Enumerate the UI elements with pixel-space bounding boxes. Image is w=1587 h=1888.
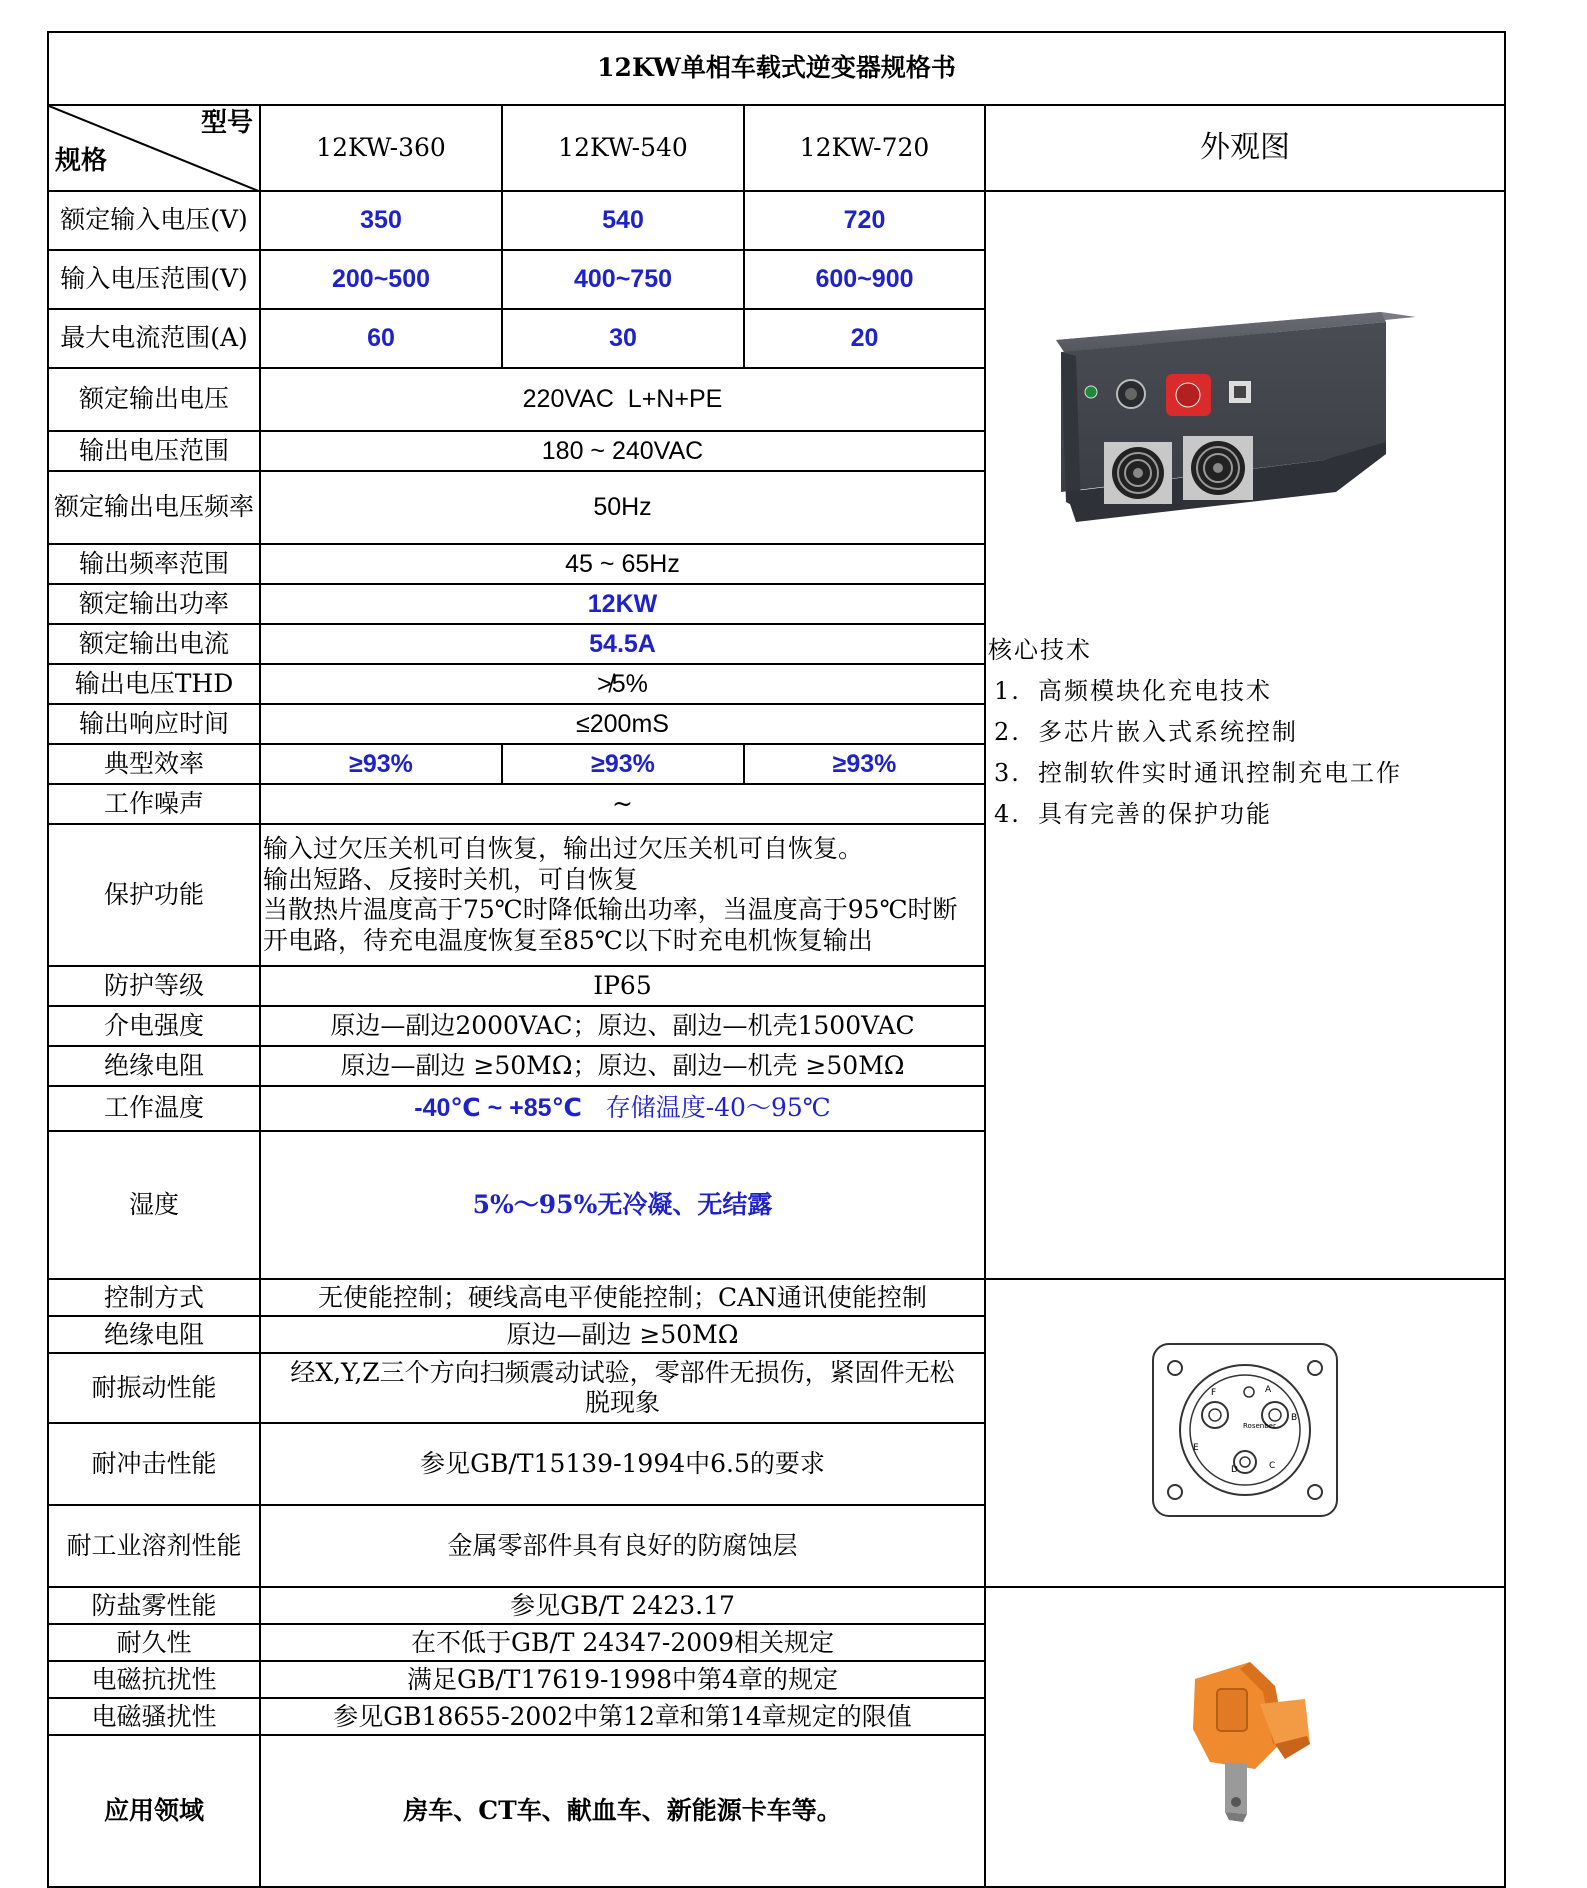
row-label: 输入电压范围(V) — [48, 250, 260, 309]
value-cell: 12KW — [260, 584, 985, 624]
value-cell: 45 ~ 65Hz — [260, 544, 985, 584]
pin-letter: C — [1269, 1460, 1276, 1471]
value-cell: ~ — [260, 784, 985, 824]
plug-photo-cell — [985, 1587, 1505, 1887]
row-label: 耐冲击性能 — [48, 1423, 260, 1505]
value-cell: 60 — [260, 309, 502, 368]
model-name: 12KW-540 — [502, 105, 744, 191]
value-cell: 720 — [744, 191, 985, 250]
value-cell: 200~500 — [260, 250, 502, 309]
appearance-label: 外观图 — [985, 105, 1505, 191]
value-cell: 参见GB18655-2002中第12章和第14章规定的限值 — [260, 1698, 985, 1735]
protection-line: 开电路，待充电温度恢复至85℃以下时充电机恢复输出 — [263, 925, 873, 955]
spec-label: 规格 — [55, 146, 108, 177]
pin-letter: D — [1231, 1464, 1238, 1475]
spec-sheet — [47, 31, 1504, 1826]
vibration-line: 脱现象 — [584, 1388, 660, 1418]
row-label: 典型效率 — [48, 744, 260, 784]
row-label: 输出响应时间 — [48, 704, 260, 744]
appearance-cell — [985, 191, 1505, 1279]
row-label: 控制方式 — [48, 1279, 260, 1316]
row-label: 湿度 — [48, 1131, 260, 1279]
value-cell: 原边—副边2000VAC；原边、副边—机壳1500VAC — [260, 1006, 985, 1046]
row-label: 绝缘电阻 — [48, 1046, 260, 1086]
row-label: 电磁抗扰性 — [48, 1661, 260, 1698]
row-label: 耐振动性能 — [48, 1353, 260, 1423]
value-cell: 30 — [502, 309, 744, 368]
value-cell: 5%～95%无冷凝、无结露 — [260, 1131, 985, 1279]
value-cell: 20 — [744, 309, 985, 368]
row-label: 额定输出电压频率 — [48, 471, 260, 544]
connector-diagram-cell — [985, 1279, 1505, 1587]
pin-letter: B — [1291, 1412, 1298, 1423]
core-tech-item: 1. 高频模块化充电技术 — [994, 677, 1272, 705]
pin-letter: F — [1211, 1387, 1217, 1398]
row-label: 应用领域 — [48, 1735, 260, 1887]
value-cell: ≯5% — [260, 664, 985, 704]
storage-temp-value: 存储温度-40～95℃ — [605, 1093, 831, 1123]
orange-plug-photo — [1155, 1644, 1335, 1824]
value-cell: 600~900 — [744, 250, 985, 309]
row-label: 保护功能 — [48, 824, 260, 966]
inverter-photo — [986, 192, 1505, 632]
value-cell: 180 ~ 240VAC — [260, 431, 985, 471]
value-cell: 540 — [502, 191, 744, 250]
row-label: 额定输出功率 — [48, 584, 260, 624]
value-cell: 原边—副边 ≥50MΩ；原边、副边—机壳 ≥50MΩ — [260, 1046, 985, 1086]
model-label: 型号 — [200, 108, 253, 138]
model-name: 12KW-720 — [744, 105, 985, 191]
pin-letter: E — [1193, 1442, 1199, 1453]
core-tech-item: 3. 控制软件实时通讯控制充电工作 — [994, 759, 1402, 787]
pin-letter: A — [1265, 1384, 1272, 1395]
spec-table — [47, 31, 1506, 1888]
row-label: 额定输入电压(V) — [48, 191, 260, 250]
protection-line: 当散热片温度高于75℃时降低输出功率，当温度高于95℃时断 — [263, 895, 958, 924]
value-cell: IP65 — [260, 966, 985, 1006]
row-label: 输出频率范围 — [48, 544, 260, 584]
value-cell — [260, 1353, 985, 1423]
svg-text:Rosenber: Rosenber — [1243, 1421, 1276, 1430]
protection-line: 输出短路、反接时关机，可自恢复 — [263, 864, 639, 894]
working-temp-value: -40℃ ~ +85℃ — [414, 1094, 582, 1123]
value-cell: 房车、CT车、献血车、新能源卡车等。 — [260, 1735, 985, 1887]
vibration-line: 经X,Y,Z三个方向扫频震动试验，零部件无损伤，紧固件无松 — [290, 1357, 955, 1387]
value-cell: 350 — [260, 191, 502, 250]
header-diagonal-cell — [48, 105, 260, 191]
value-cell: 原边—副边 ≥50MΩ — [260, 1316, 985, 1353]
row-label: 防护等级 — [48, 966, 260, 1006]
row-label: 输出电压THD — [48, 664, 260, 704]
protection-line: 输入过欠压关机可自恢复，输出过欠压关机可自恢复。 — [263, 834, 864, 863]
document-title: 12KW单相车载式逆变器规格书 — [48, 32, 1505, 105]
core-tech-item: 4. 具有完善的保护功能 — [994, 800, 1272, 828]
value-cell: 无使能控制；硬线高电平使能控制；CAN通讯使能控制 — [260, 1279, 985, 1316]
connector-diagram — [1145, 1340, 1345, 1520]
row-label: 耐工业溶剂性能 — [48, 1505, 260, 1587]
row-label: 额定输出电流 — [48, 624, 260, 664]
value-cell — [260, 1086, 985, 1131]
model-name: 12KW-360 — [260, 105, 502, 191]
value-cell: 金属零部件具有良好的防腐蚀层 — [260, 1505, 985, 1587]
value-cell: ≥93% — [260, 744, 502, 784]
row-label: 耐久性 — [48, 1624, 260, 1661]
value-cell: 在不低于GB/T 24347-2009相关规定 — [260, 1624, 985, 1661]
value-cell: 参见GB/T 2423.17 — [260, 1587, 985, 1624]
row-label: 介电强度 — [48, 1006, 260, 1046]
core-tech-item: 2. 多芯片嵌入式系统控制 — [994, 718, 1298, 746]
value-cell: 参见GB/T15139-1994中6.5的要求 — [260, 1423, 985, 1505]
value-cell: 满足GB/T17619-1998中第4章的规定 — [260, 1661, 985, 1698]
value-cell: ≥93% — [744, 744, 985, 784]
value-cell: 54.5A — [260, 624, 985, 664]
row-label: 最大电流范围(A) — [48, 309, 260, 368]
value-cell: ≥93% — [502, 744, 744, 784]
row-label: 输出电压范围 — [48, 431, 260, 471]
row-label: 额定输出电压 — [48, 368, 260, 431]
value-cell: 50Hz — [260, 471, 985, 544]
value-cell: 400~750 — [502, 250, 744, 309]
protection-text — [260, 824, 985, 966]
row-label: 防盐雾性能 — [48, 1587, 260, 1624]
row-label: 工作温度 — [48, 1086, 260, 1131]
row-label: 电磁骚扰性 — [48, 1698, 260, 1735]
value-cell: ≤200mS — [260, 704, 985, 744]
core-tech-list — [988, 630, 1402, 835]
value-cell: 220VAC L+N+PE — [260, 368, 985, 431]
row-label: 工作噪声 — [48, 784, 260, 824]
core-tech-heading: 核心技术 — [988, 636, 1092, 664]
row-label: 绝缘电阻 — [48, 1316, 260, 1353]
